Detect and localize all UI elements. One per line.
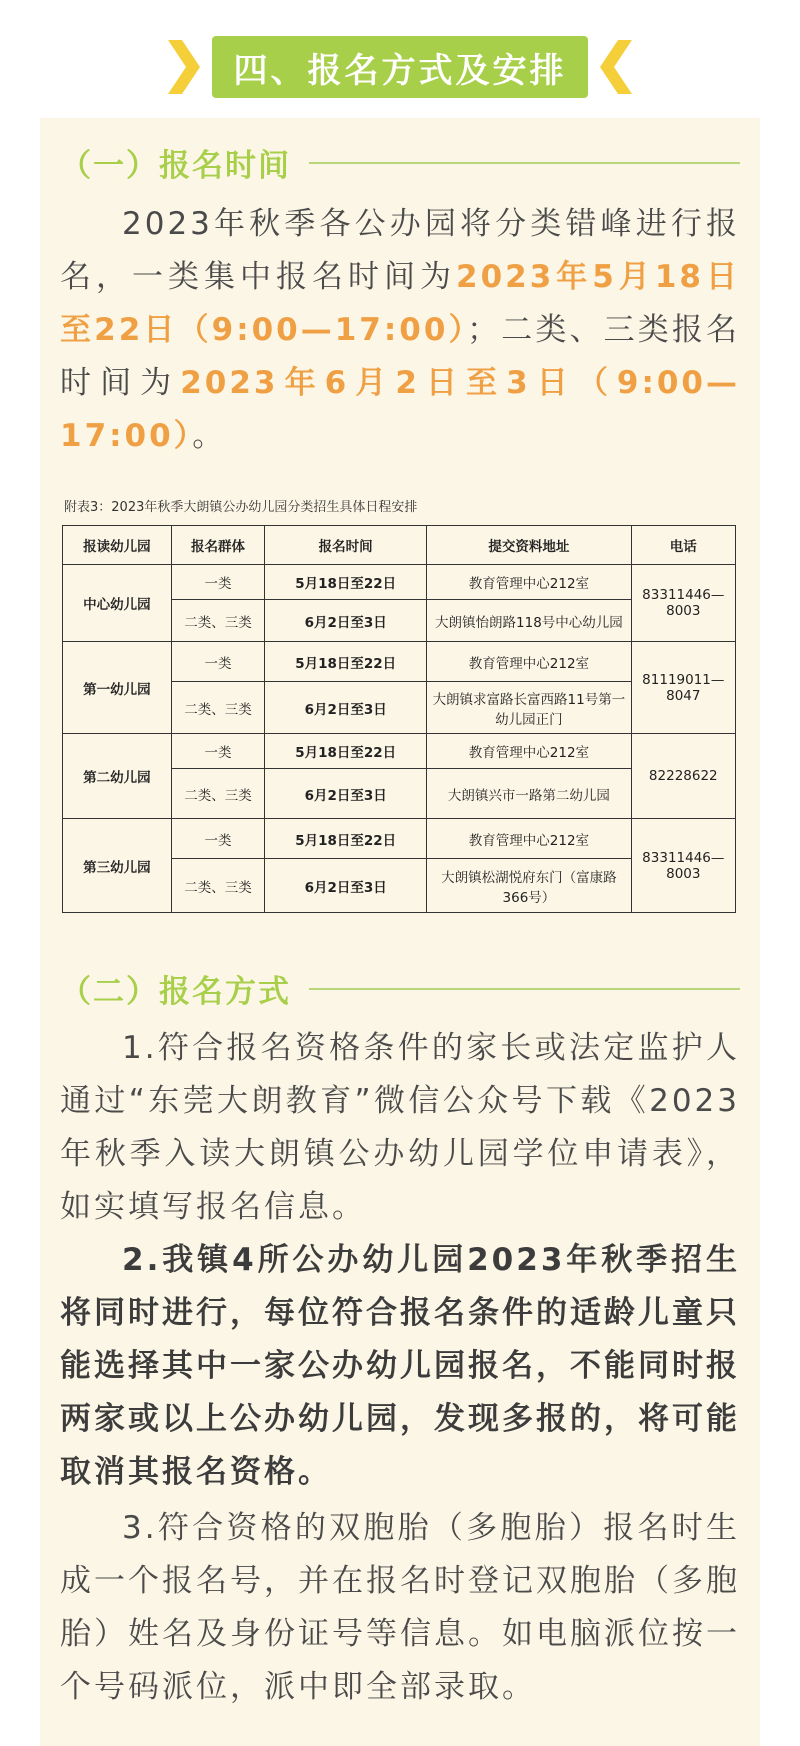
table-row xyxy=(63,734,736,769)
group-cell: 二类、三类 xyxy=(171,682,264,734)
section-2-title: （二）报名方式 xyxy=(60,974,291,1010)
column-header: 报名时间 xyxy=(265,526,427,565)
address-cell: 大朗镇松湖悦府东门（富康路366号） xyxy=(427,859,631,913)
school-name: 第三幼儿园 xyxy=(63,819,172,913)
divider xyxy=(309,988,740,990)
chevron-right-icon xyxy=(166,40,200,94)
table-row xyxy=(63,642,736,682)
column-header: 报名群体 xyxy=(171,526,264,565)
paragraph-text: 3.符合资格的双胞胎（多胞胎）报名时生成一个报名号，并在报名时登记双胞胎（多胞胎）姓名及身份证号等信息。如电脑派位按一个号码派位，派中即全部录取。 xyxy=(60,1510,740,1705)
table-row xyxy=(63,819,736,859)
highlight-date-class1: 2023年5月18日至22日（9:00—17:00） xyxy=(60,259,740,348)
column-header: 提交资料地址 xyxy=(427,526,631,565)
schedule-table xyxy=(62,525,736,913)
paragraph-text: 2.我镇4所公办幼儿园2023年秋季招生将同时进行，每位符合报名条件的适龄儿童只能选择其中一家公办幼儿园报名，不能同时报两家或以上公办幼儿园，发现多报的，将可能取消其报名资格。 xyxy=(60,1242,740,1490)
table-row xyxy=(63,565,736,600)
table-header-row xyxy=(63,526,736,565)
group-cell: 二类、三类 xyxy=(171,600,264,642)
table-caption: 附表3：2023年秋季大朗镇公办幼儿园分类招生具体日程安排 xyxy=(64,500,418,515)
paragraph-2 xyxy=(60,1234,740,1499)
section-2-header xyxy=(60,966,740,1011)
column-header: 电话 xyxy=(631,526,735,565)
group-cell: 二类、三类 xyxy=(171,769,264,819)
time-cell: 6月2日至3日 xyxy=(265,769,427,819)
registration-time-paragraph xyxy=(60,198,740,463)
paragraph-3 xyxy=(60,1502,740,1714)
time-cell: 5月18日至22日 xyxy=(265,819,427,859)
address-cell: 教育管理中心212室 xyxy=(427,565,631,600)
address-cell: 教育管理中心212室 xyxy=(427,819,631,859)
school-name: 第一幼儿园 xyxy=(63,642,172,734)
group-cell: 一类 xyxy=(171,734,264,769)
phone-cell: 83311446—8003 xyxy=(631,565,735,642)
banner-title: 四、报名方式及安排 xyxy=(212,36,588,98)
group-cell: 二类、三类 xyxy=(171,859,264,913)
paragraph-1 xyxy=(60,1022,740,1234)
section-1-header xyxy=(60,140,740,185)
group-cell: 一类 xyxy=(171,819,264,859)
time-cell: 6月2日至3日 xyxy=(265,682,427,734)
address-cell: 大朗镇兴市一路第二幼儿园 xyxy=(427,769,631,819)
divider xyxy=(309,162,740,164)
chevron-left-icon xyxy=(600,40,634,94)
group-cell: 一类 xyxy=(171,642,264,682)
time-cell: 5月18日至22日 xyxy=(265,642,427,682)
time-cell: 6月2日至3日 xyxy=(265,600,427,642)
time-cell: 6月2日至3日 xyxy=(265,859,427,913)
section-1-title: （一）报名时间 xyxy=(60,148,291,184)
school-name: 第二幼儿园 xyxy=(63,734,172,819)
paragraph-text: ；二类、三类报名时间为 xyxy=(60,312,740,401)
time-cell: 5月18日至22日 xyxy=(265,734,427,769)
paragraph-text: 1.符合报名资格条件的家长或法定监护人通过“东莞大朗教育”微信公众号下载《2023年秋季入读大朗镇公办幼儿园学位申请表》，如实填写报名信息。 xyxy=(60,1030,740,1225)
group-cell: 一类 xyxy=(171,565,264,600)
school-name: 中心幼儿园 xyxy=(63,565,172,642)
highlight-date-class23: 2023年6月2日至3日（9:00—17:00） xyxy=(60,365,740,454)
phone-cell: 81119011—8047 xyxy=(631,642,735,734)
phone-cell: 82228622 xyxy=(631,734,735,819)
phone-cell: 83311446—8003 xyxy=(631,819,735,913)
time-cell: 5月18日至22日 xyxy=(265,565,427,600)
address-cell: 大朗镇怡朗路118号中心幼儿园 xyxy=(427,600,631,642)
address-cell: 教育管理中心212室 xyxy=(427,642,631,682)
paragraph-text: 。 xyxy=(192,418,227,454)
column-header: 报读幼儿园 xyxy=(63,526,172,565)
section-banner xyxy=(0,30,800,100)
paragraph-text: 2023年秋季各公办园将分类错峰进行报名，一类集中报名时间为 xyxy=(60,206,740,295)
address-cell: 教育管理中心212室 xyxy=(427,734,631,769)
address-cell: 大朗镇求富路长富西路11号第一幼儿园正门 xyxy=(427,682,631,734)
